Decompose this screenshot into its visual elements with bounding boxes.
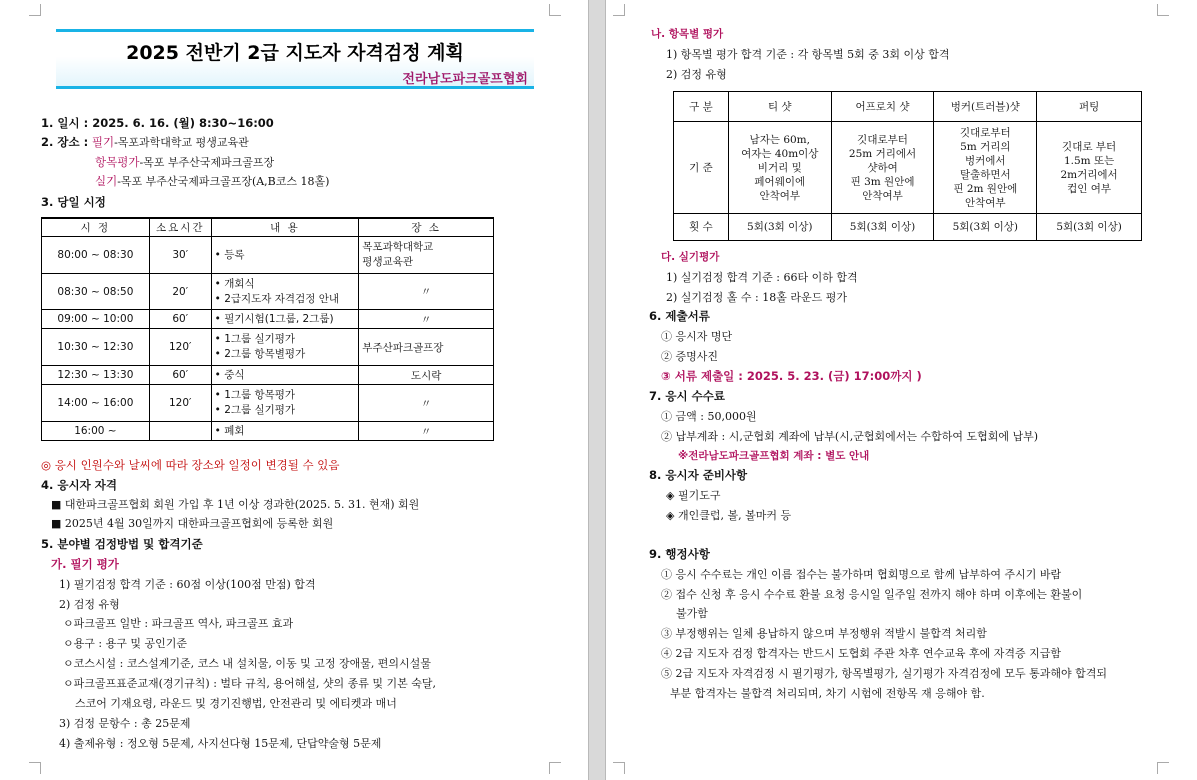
table-row: [42, 310, 494, 329]
venue-practical-value: -목포 부주산국제파크골프장(A,B코스 18홀): [117, 175, 330, 188]
page-corner-mark: [549, 762, 561, 774]
fee-amount: ① 금액 : 50,000원: [661, 410, 757, 423]
schedule-time: 12:30 ~ 13:30: [42, 366, 150, 385]
table-row: [674, 122, 1142, 214]
item-eval-types: 2) 검정 유형: [666, 68, 727, 81]
criteria-label: 기 준: [674, 122, 729, 214]
table-header: 구 분: [674, 92, 729, 122]
document-page-1: [0, 0, 588, 780]
written-eval-heading: 가. 필기 평가: [51, 557, 119, 571]
section-date: [41, 116, 274, 131]
method-heading: 5. 분야별 검정방법 및 합격기준: [41, 537, 203, 551]
fee-account-note: ※전라남도파크골프협회 계좌 : 별도 안내: [678, 450, 870, 462]
page-corner-mark: [549, 4, 561, 16]
practical-hole-count: 2) 실기검정 홀 수 : 18홀 라운드 평가: [666, 291, 847, 304]
preparation-heading: 8. 응시자 준비사항: [649, 468, 748, 482]
criteria-cell: 깃대로 부터 1.5m 또는 2m거리에서 컵인 여부: [1037, 122, 1142, 214]
documents-item: ② 증명사진: [661, 350, 719, 363]
written-type-item: ㅇ파크골프표준교재(경기규칙) : 벌타 규칙, 용어해설, 샷의 종류 및 기본 숙달,: [63, 677, 437, 690]
table-header: 퍼팅: [1037, 92, 1142, 122]
page-corner-mark: [29, 762, 41, 774]
documents-deadline: ③ 서류 제출일 : 2025. 5. 23. (금) 17:00까지 ): [661, 369, 922, 383]
fee-account: ② 납부계좌 : 시,군협회 계좌에 납부(시,군협회에서는 수합하여 도협회에 납부): [661, 430, 1039, 443]
table-header: 벙커(트러블)샷: [934, 92, 1037, 122]
venue-practical-line: [95, 174, 329, 189]
schedule-item: • 중식: [214, 368, 245, 381]
venue-item-value: -목포 부주산국제파크골프장: [139, 156, 275, 169]
count-cell: 5회(3회 이상): [728, 214, 831, 241]
item-eval-table: [673, 91, 1142, 241]
table-header: 장 소: [359, 218, 494, 237]
practical-eval-heading: 다. 실기평가: [661, 251, 720, 263]
admin-item: ⑤ 2급 지도자 자격검정 시 필기평가, 항목별평가, 실기평가 자격검정에 모두 통과해야 합격되: [661, 667, 1107, 680]
admin-heading: 9. 행정사항: [649, 547, 710, 561]
schedule-content: [211, 366, 359, 385]
schedule-duration: [149, 422, 211, 441]
venue-written-key: 필기: [91, 135, 115, 149]
page-corner-mark: [613, 4, 625, 16]
schedule-content: [211, 310, 359, 329]
schedule-item: • 2그룹 항목별평가: [214, 348, 306, 360]
schedule-table: [41, 217, 494, 441]
written-type-item: ㅇ용구 : 용구 및 공인기준: [63, 637, 187, 650]
schedule-item: • 등록: [214, 248, 245, 261]
schedule-content: [211, 422, 359, 441]
admin-item: ① 응시 수수료는 개인 이름 접수는 불가하며 협회명으로 함께 납부하여 주시기 바람: [661, 568, 1062, 581]
criteria-cell: 깃대로부터 25m 거리에서 샷하여 핀 3m 원안에 안착여부: [831, 122, 934, 214]
schedule-heading: 3. 당일 시정: [41, 195, 106, 209]
change-notice: ◎ 응시 인원수와 날씨에 따라 장소와 일정이 변경될 수 있음: [41, 458, 340, 472]
venue-item-key: 항목평가: [95, 155, 140, 169]
venue-label: 2. 장소 :: [41, 135, 89, 149]
table-row: [42, 422, 494, 441]
schedule-time: 09:00 ~ 10:00: [42, 310, 150, 329]
schedule-item: • 폐회: [214, 424, 245, 437]
page-corner-mark: [1157, 762, 1169, 774]
admin-item: ③ 부정행위는 일체 용납하지 않으며 부정행위 적발시 불합격 처리함: [661, 627, 987, 640]
table-row: [42, 329, 494, 366]
schedule-content: [211, 274, 359, 310]
written-types-heading: 2) 검정 유형: [59, 598, 120, 611]
item-eval-heading: 나. 항목별 평가: [651, 28, 724, 40]
documents-heading: 6. 제출서류: [649, 309, 710, 323]
written-type-item: ㅇ파크골프 일반 : 파크골프 역사, 파크골프 효과: [63, 617, 294, 630]
written-type-item: ㅇ코스시설 : 코스설계기준, 코스 내 설치물, 이동 및 고정 장애물, 편의시설물: [63, 657, 431, 670]
written-pass-criteria: 1) 필기검정 합격 기준 : 60점 이상(100점 만점) 합격: [59, 578, 316, 591]
count-cell: 5회(3회 이상): [831, 214, 934, 241]
table-header: 내 용: [211, 218, 359, 237]
schedule-duration: 60′: [149, 366, 211, 385]
admin-item: ④ 2급 지도자 검정 합격자는 반드시 도협회 주관 차후 연수교육 후에 자격증 지급함: [661, 647, 1061, 660]
criteria-cell: 남자는 60m, 여자는 40m이상 비거리 및 페어웨이에 안착여부: [728, 122, 831, 214]
criteria-cell: 깃대로부터 5m 거리의 벙커에서 탈출하면서 핀 2m 원안에 안착여부: [934, 122, 1037, 214]
document-title: 2025 전반기 2급 지도자 자격검정 계획: [126, 42, 464, 64]
section-venue: [41, 135, 249, 150]
schedule-time: 08:30 ~ 08:50: [42, 274, 150, 310]
table-header: 어프로치 샷: [831, 92, 934, 122]
preparation-item: ◈ 개인클럽, 볼, 볼마커 등: [666, 509, 792, 522]
schedule-duration: 20′: [149, 274, 211, 310]
table-row: [674, 214, 1142, 241]
admin-item-cont: 부분 합격자는 불합격 처리되며, 차기 시험에 전항목 재 응해야 함.: [670, 687, 985, 700]
schedule-place: 도시락: [359, 366, 494, 385]
table-row: [42, 385, 494, 422]
admin-item-cont: 불가함: [676, 607, 708, 620]
eligibility-item: ■ 2025년 4월 30일까지 대한파크골프협회에 등록한 회원: [51, 517, 334, 530]
schedule-content: [211, 385, 359, 422]
table-header: 시 정: [42, 218, 150, 237]
table-row: [42, 366, 494, 385]
schedule-time: 10:30 ~ 12:30: [42, 329, 150, 366]
documents-item: ① 응시자 명단: [661, 330, 733, 343]
schedule-place: 부주산파크골프장: [359, 329, 494, 366]
eligibility-item: ■ 대한파크골프협회 회원 가입 후 1년 이상 경과한(2025. 5. 31. 현재) 회원: [51, 498, 420, 511]
schedule-item: • 개회식: [214, 277, 255, 290]
written-type-item: 스코어 기재요령, 라운드 및 경기진행법, 안전관리 및 에티켓과 매너: [75, 697, 397, 710]
schedule-item: • 2급지도자 자격검정 안내: [214, 292, 339, 305]
schedule-time: 80:00 ~ 08:30: [42, 237, 150, 274]
written-question-count: 3) 검정 문항수 : 총 25문제: [59, 717, 191, 730]
schedule-place: 〃: [359, 274, 494, 310]
schedule-place: 〃: [359, 422, 494, 441]
page-corner-mark: [1157, 4, 1169, 16]
schedule-time: 16:00 ~: [42, 422, 150, 441]
organization-name: 전라남도파크골프협회: [402, 72, 528, 87]
schedule-content: [211, 237, 359, 274]
schedule-duration: 120′: [149, 385, 211, 422]
page-corner-mark: [29, 4, 41, 16]
schedule-item: • 필기시험(1그룹, 2그룹): [214, 312, 334, 325]
page-corner-mark: [613, 762, 625, 774]
preparation-item: ◈ 필기도구: [666, 489, 721, 502]
eligibility-heading: 4. 응시자 자격: [41, 478, 117, 492]
venue-item-line: [95, 155, 274, 170]
count-label: 횟 수: [674, 214, 729, 241]
schedule-item: • 1그룹 실기평가: [214, 333, 296, 345]
written-question-types: 4) 출제유형 : 정오형 5문제, 사지선다형 15문제, 단답약술형 5문제: [59, 737, 382, 750]
count-cell: 5회(3회 이상): [934, 214, 1037, 241]
practical-pass-criteria: 1) 실기검정 합격 기준 : 66타 이하 합격: [666, 271, 858, 284]
item-eval-criteria: 1) 항목별 평가 합격 기준 : 각 항목별 5회 중 3회 이상 합격: [666, 48, 950, 61]
fee-heading: 7. 응시 수수료: [649, 389, 725, 403]
schedule-duration: 120′: [149, 329, 211, 366]
schedule-duration: 30′: [149, 237, 211, 274]
schedule-content: [211, 329, 359, 366]
table-header: 티 샷: [728, 92, 831, 122]
schedule-time: 14:00 ~ 16:00: [42, 385, 150, 422]
page-gap: [588, 0, 606, 780]
schedule-place: 〃: [359, 385, 494, 422]
date-text: 1. 일시 : 2025. 6. 16. (월) 8:30~16:00: [41, 116, 274, 130]
table-header: 소요시간: [149, 218, 211, 237]
table-row: [674, 92, 1142, 122]
venue-written-value: -목포과학대학교 평생교육관: [114, 136, 249, 149]
schedule-place: 목포과학대학교 평생교육관: [359, 237, 494, 274]
table-row: [42, 274, 494, 310]
schedule-duration: 60′: [149, 310, 211, 329]
venue-practical-key: 실기: [95, 174, 118, 188]
schedule-place: 〃: [359, 310, 494, 329]
title-banner: [56, 29, 534, 89]
admin-item: ② 접수 신청 후 응시 수수료 환불 요청 응시일 일주일 전까지 해야 하며 이후에는 환불이: [661, 588, 1083, 601]
table-row: [42, 237, 494, 274]
count-cell: 5회(3회 이상): [1037, 214, 1142, 241]
schedule-item: • 2그룹 실기평가: [214, 404, 296, 416]
schedule-item: • 1그룹 항목평가: [214, 389, 296, 401]
